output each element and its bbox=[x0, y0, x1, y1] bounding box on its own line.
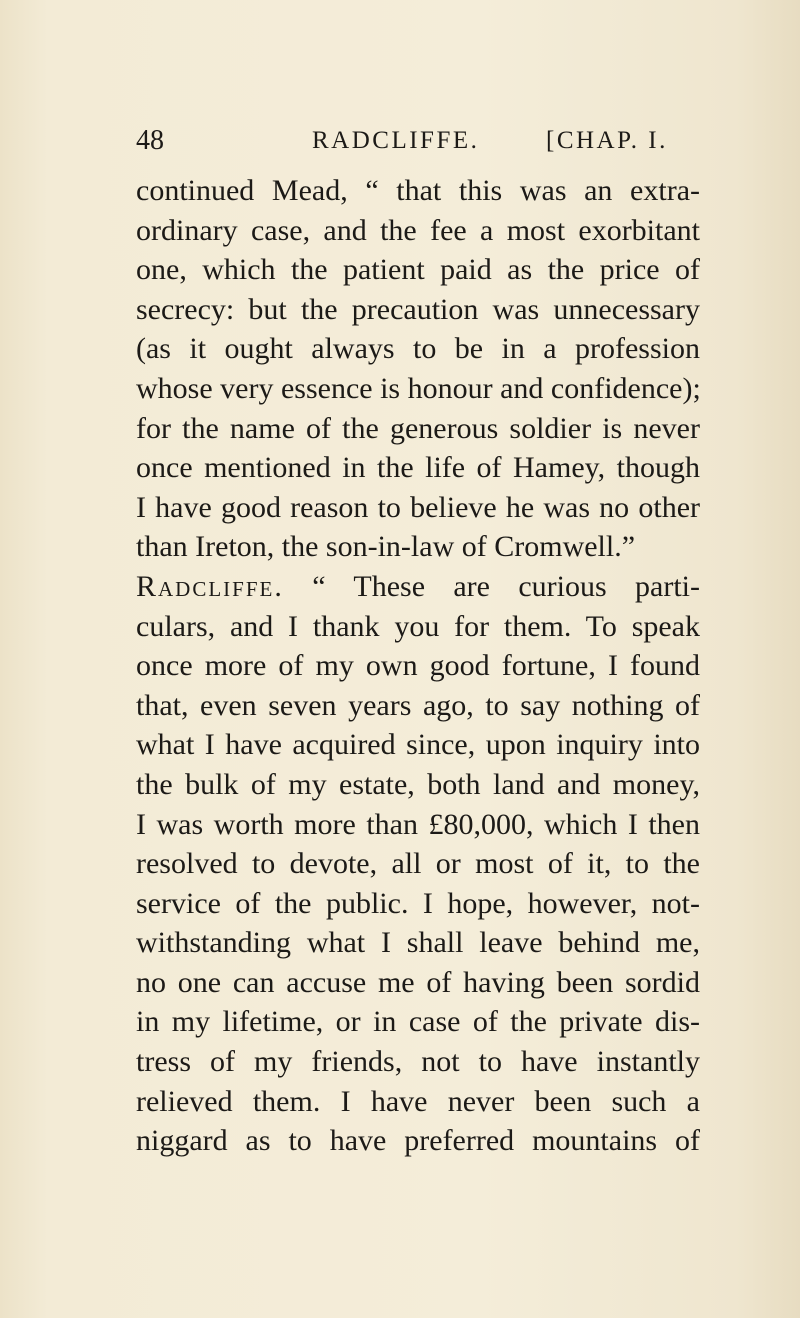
text-line: culars, and I thank you for them. To speak bbox=[136, 609, 700, 643]
text-line: I have good reason to believe he was no other bbox=[136, 490, 700, 524]
text-line: that, even seven years ago, to say nothing of bbox=[136, 688, 700, 722]
text-line: whose very essence is honour and confidence); bbox=[136, 371, 701, 405]
text-line: I was worth more than £80,000, which I then bbox=[136, 807, 700, 841]
text-line: than Ireton, the son-in-law of Cromwell.” bbox=[136, 530, 636, 564]
text-line: relieved them. I have never been such a bbox=[136, 1084, 700, 1118]
text-line: withstanding what I shall leave behind me, bbox=[136, 926, 700, 960]
text-line: continued Mead, “ that this was an extra- bbox=[136, 174, 700, 207]
chapter-reference: [CHAP. I. bbox=[546, 127, 668, 154]
text-line: one, which the patient paid as the price of bbox=[136, 253, 700, 287]
text-line: once more of my own good fortune, I found bbox=[136, 649, 700, 683]
speech-text: “ These are curious parti- bbox=[312, 569, 701, 603]
page-number: 48 bbox=[136, 125, 164, 156]
text-line: the bulk of my estate, both land and money, bbox=[136, 767, 700, 801]
text-line: what I have acquired since, upon inquiry into bbox=[136, 728, 700, 762]
speech-opening-line bbox=[136, 567, 700, 607]
text-line: no one can accuse me of having been sordid bbox=[136, 965, 700, 999]
body-text bbox=[136, 171, 700, 1161]
book-title: RADCLIFFE. bbox=[312, 127, 480, 154]
text-line: tress of my friends, not to have instantly bbox=[136, 1045, 700, 1079]
text-line: once mentioned in the life of Hamey, though bbox=[136, 451, 700, 485]
text-line: in my lifetime, or in case of the private dis- bbox=[136, 1005, 700, 1039]
text-line: service of the public. I hope, however, not- bbox=[136, 886, 700, 920]
text-line: niggard as to have preferred mountains of bbox=[136, 1124, 700, 1158]
running-head bbox=[0, 116, 800, 166]
text-line: resolved to devote, all or most of it, to the bbox=[136, 847, 700, 881]
text-line: ordinary case, and the fee a most exorbitant bbox=[136, 213, 700, 247]
text-line: (as it ought always to be in a profession bbox=[136, 332, 700, 366]
text-line: for the name of the generous soldier is never bbox=[136, 411, 700, 445]
text-line: secrecy: but the precaution was unnecessary bbox=[136, 292, 700, 326]
speaker-name: Radcliffe. bbox=[136, 569, 284, 603]
